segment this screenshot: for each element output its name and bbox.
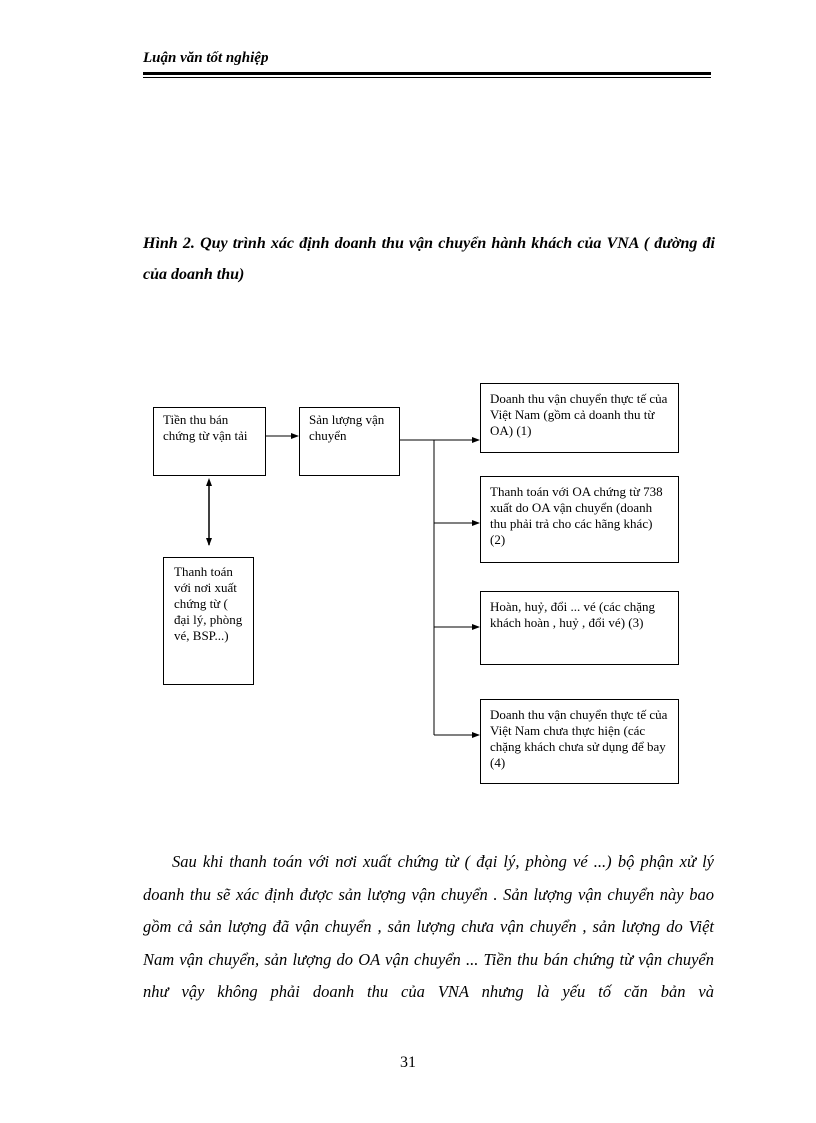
box-transport-volume: Sản lượng vận chuyển bbox=[299, 407, 400, 476]
box-result-4: Doanh thu vận chuyển thực tế của Việt Nam chưa thực hiện (các chặng khách chưa sử dụng để bay (4) bbox=[480, 699, 679, 784]
body-text bbox=[143, 846, 714, 1009]
box-settlement-issuer: Thanh toán với nơi xuất chứng từ ( đại lý, phòng vé, BSP...) bbox=[163, 557, 254, 685]
box-ticket-sales-revenue: Tiền thu bán chứng từ vận tải bbox=[153, 407, 266, 476]
header-title: Luận văn tốt nghiệp bbox=[143, 50, 269, 66]
box-result-1: Doanh thu vận chuyển thực tế của Việt Nam (gồm cả doanh thu từ OA) (1) bbox=[480, 383, 679, 453]
box-result-3: Hoàn, huỷ, đổi ... vé (các chặng khách hoàn , huỷ , đổi vé) (3) bbox=[480, 591, 679, 665]
body-paragraph: Sau khi thanh toán với nơi xuất chứng từ ( đại lý, phòng vé ...) bộ phận xử lý doanh thu sẽ xác định được sản lượng vận chuyển . Sản lượng vận chuyển này bao gồm cả sản lượng đã vận chuyển , sản lượng chưa vận chuyển , sản lượng do Việt Nam vận chuyển, sản lượng do OA vận chuyển ... Tiền thu bán chứng từ vận chuyển như vậy không phải doanh thu của VNA nhưng là yếu tố căn bản và bbox=[143, 852, 714, 1001]
box-result-2: Thanh toán với OA chứng từ 738 xuất do OA vận chuyển (doanh thu phải trả cho các hãng khác) (2) bbox=[480, 476, 679, 563]
figure-caption: Hình 2. Quy trình xác định doanh thu vận chuyển hành khách của VNA ( đường đi của doanh thu) bbox=[143, 235, 715, 283]
page-number: 31 bbox=[400, 1054, 416, 1071]
